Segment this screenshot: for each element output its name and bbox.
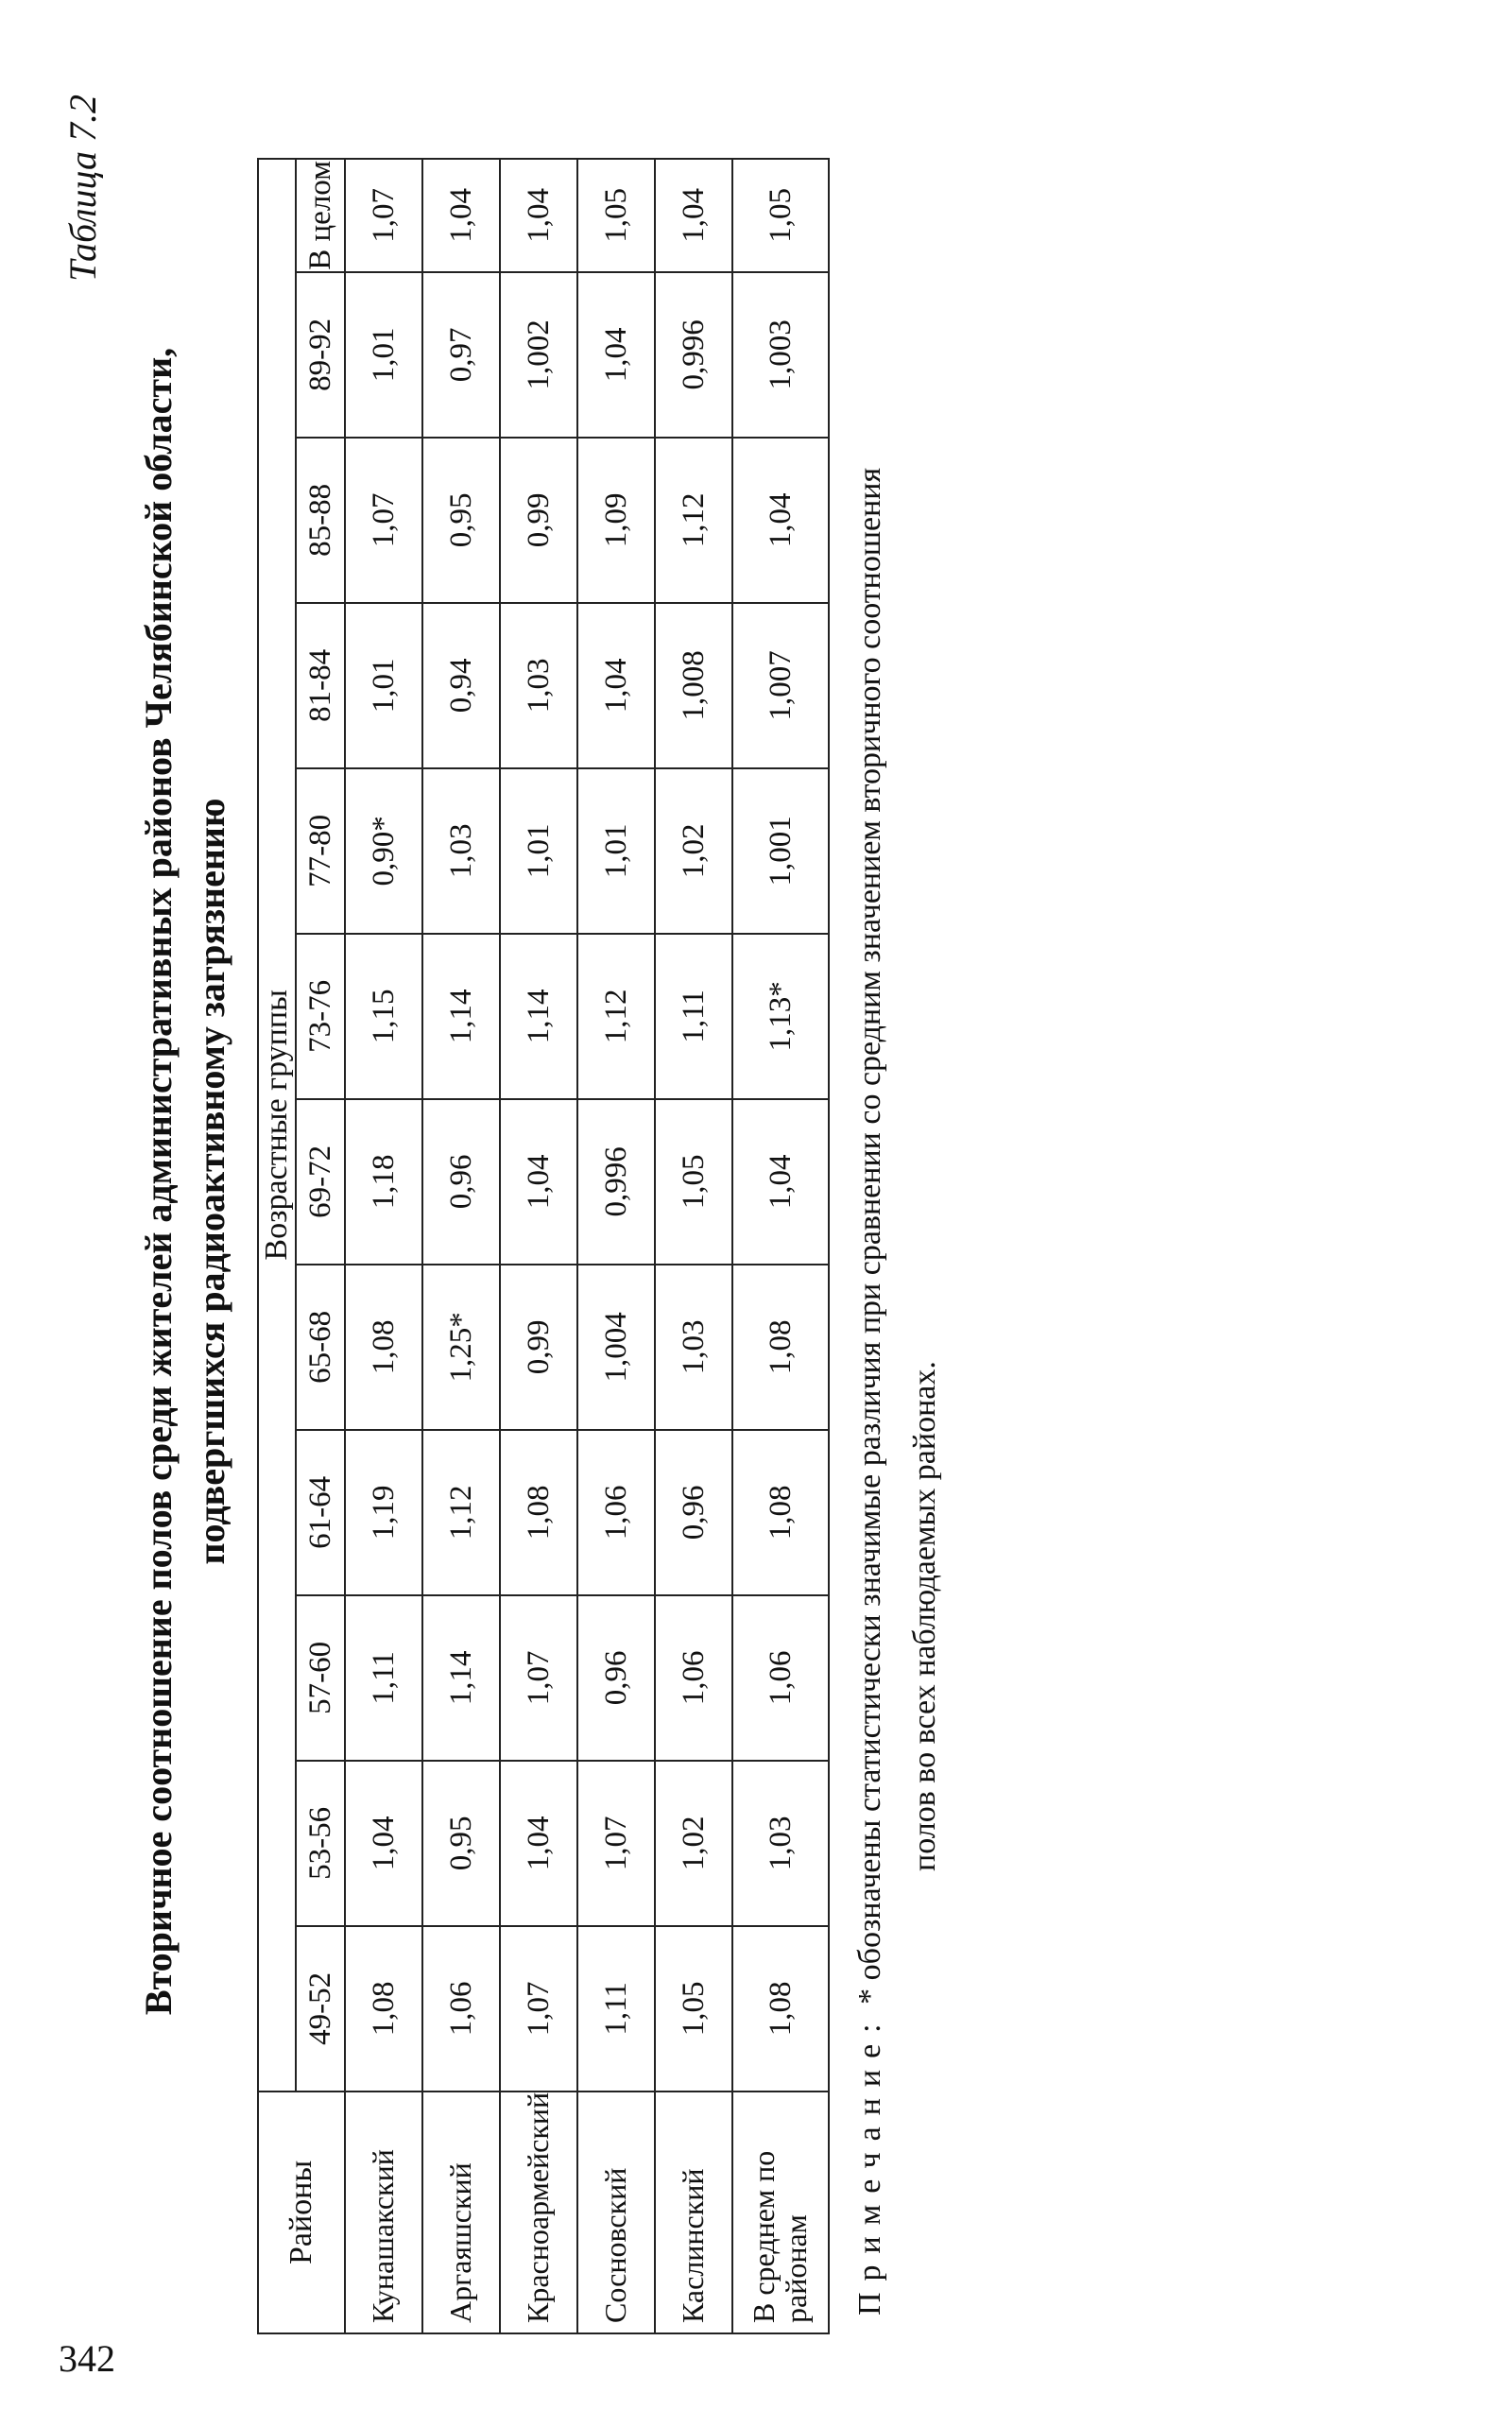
age-groups-header: Возрастные группы	[258, 159, 296, 2092]
value-cell: 1,02	[655, 1761, 732, 1926]
value-cell: 1,06	[422, 1926, 500, 2092]
region-column-header: Районы	[258, 2092, 345, 2333]
value-cell: 1,08	[345, 1265, 422, 1430]
value-cell: 1,04	[500, 1761, 577, 1926]
value-cell: 1,007	[732, 603, 829, 768]
value-cell: 1,003	[732, 272, 829, 438]
value-cell: 0,95	[422, 438, 500, 603]
value-cell: 1,04	[577, 603, 655, 768]
value-cell: 1,11	[655, 934, 732, 1099]
note-line-1: * обозначены статистически значимые различия при сравнении со средним значением вторичного соотношения	[852, 467, 887, 2005]
value-cell: 1,25*	[422, 1265, 500, 1430]
table-label: Таблица 7.2	[61, 95, 104, 282]
value-cell: 1,02	[655, 768, 732, 934]
value-cell: 1,04	[345, 1761, 422, 1926]
value-cell: 1,08	[732, 1265, 829, 1430]
region-cell: Красноармейский	[500, 2092, 577, 2333]
value-cell: 1,15	[345, 934, 422, 1099]
value-cell: 1,14	[500, 934, 577, 1099]
value-cell: 1,06	[577, 1430, 655, 1595]
value-cell: 1,05	[732, 159, 829, 272]
value-cell: 0,96	[655, 1430, 732, 1595]
value-cell: 1,008	[655, 603, 732, 768]
value-cell: 1,04	[577, 272, 655, 438]
age-group-header: 73-76	[296, 934, 345, 1099]
value-cell: 1,14	[422, 1595, 500, 1761]
value-cell: 0,96	[422, 1099, 500, 1265]
region-cell: Аргаяшский	[422, 2092, 500, 2333]
value-cell: 0,90*	[345, 768, 422, 934]
age-group-header: 85-88	[296, 438, 345, 603]
age-group-header: 89-92	[296, 272, 345, 438]
value-cell: 1,01	[500, 768, 577, 934]
value-cell: 1,05	[655, 1926, 732, 2092]
table-note	[843, 198, 953, 2315]
note-label: Примечание:	[852, 2012, 887, 2315]
value-cell: 1,07	[345, 438, 422, 603]
table-title-line-2: подвергшихся радиоактивному загрязнению	[190, 798, 232, 1565]
value-cell: 1,06	[655, 1595, 732, 1761]
age-group-header: В целом	[296, 159, 345, 272]
value-cell: 1,13*	[732, 934, 829, 1099]
value-cell: 1,001	[732, 768, 829, 934]
value-cell: 1,11	[345, 1595, 422, 1761]
value-cell: 1,09	[577, 438, 655, 603]
value-cell: 0,97	[422, 272, 500, 438]
value-cell: 1,08	[732, 1430, 829, 1595]
data-table	[257, 158, 830, 2334]
value-cell: 0,996	[655, 272, 732, 438]
value-cell: 1,14	[422, 934, 500, 1099]
value-cell: 1,04	[732, 1099, 829, 1265]
age-group-header: 61-64	[296, 1430, 345, 1595]
table-row	[655, 159, 732, 2333]
region-cell: В среднем по районам	[732, 2092, 829, 2333]
value-cell: 0,996	[577, 1099, 655, 1265]
age-group-header: 69-72	[296, 1099, 345, 1265]
age-group-header: 57-60	[296, 1595, 345, 1761]
value-cell: 1,04	[500, 1099, 577, 1265]
page-number: 342	[59, 2337, 115, 2380]
age-group-header: 53-56	[296, 1761, 345, 1926]
table-row-average	[732, 159, 829, 2333]
value-cell: 1,07	[345, 159, 422, 272]
value-cell: 1,07	[500, 1595, 577, 1761]
value-cell: 0,96	[577, 1595, 655, 1761]
value-cell: 0,94	[422, 603, 500, 768]
value-cell: 1,06	[732, 1595, 829, 1761]
region-cell: Сосновский	[577, 2092, 655, 2333]
table-row	[345, 159, 422, 2333]
value-cell: 1,03	[500, 603, 577, 768]
value-cell: 1,19	[345, 1430, 422, 1595]
age-group-header: 65-68	[296, 1265, 345, 1430]
value-cell: 1,07	[577, 1761, 655, 1926]
value-cell: 1,01	[345, 603, 422, 768]
value-cell: 1,002	[500, 272, 577, 438]
age-group-header: 49-52	[296, 1926, 345, 2092]
value-cell: 1,18	[345, 1099, 422, 1265]
table-row	[577, 159, 655, 2333]
value-cell: 1,04	[500, 159, 577, 272]
value-cell: 1,05	[577, 159, 655, 272]
value-cell: 1,03	[732, 1761, 829, 1926]
value-cell: 1,07	[500, 1926, 577, 2092]
value-cell: 1,03	[655, 1265, 732, 1430]
table-title	[132, 47, 238, 2315]
value-cell: 0,95	[422, 1761, 500, 1926]
value-cell: 1,08	[500, 1430, 577, 1595]
value-cell: 0,99	[500, 438, 577, 603]
region-cell: Каслинский	[655, 2092, 732, 2333]
region-cell: Кунашакский	[345, 2092, 422, 2333]
value-cell: 1,05	[655, 1099, 732, 1265]
value-cell: 1,01	[577, 768, 655, 934]
value-cell: 1,01	[345, 272, 422, 438]
value-cell: 1,04	[655, 159, 732, 272]
table-title-line-1: Вторичное соотношение полов среди жителей административных районов Челябинской области,	[137, 347, 180, 2016]
value-cell: 0,99	[500, 1265, 577, 1430]
table-row	[422, 159, 500, 2333]
age-group-header: 81-84	[296, 603, 345, 768]
value-cell: 1,08	[345, 1926, 422, 2092]
value-cell: 1,04	[732, 438, 829, 603]
value-cell: 1,004	[577, 1265, 655, 1430]
value-cell: 1,03	[422, 768, 500, 934]
table-row	[500, 159, 577, 2333]
value-cell: 1,12	[577, 934, 655, 1099]
value-cell: 1,12	[422, 1430, 500, 1595]
value-cell: 1,08	[732, 1926, 829, 2092]
age-group-header: 77-80	[296, 768, 345, 934]
note-line-2: полов во всех наблюдаемых районах.	[907, 1361, 942, 1871]
value-cell: 1,12	[655, 438, 732, 603]
value-cell: 1,11	[577, 1926, 655, 2092]
value-cell: 1,04	[422, 159, 500, 272]
